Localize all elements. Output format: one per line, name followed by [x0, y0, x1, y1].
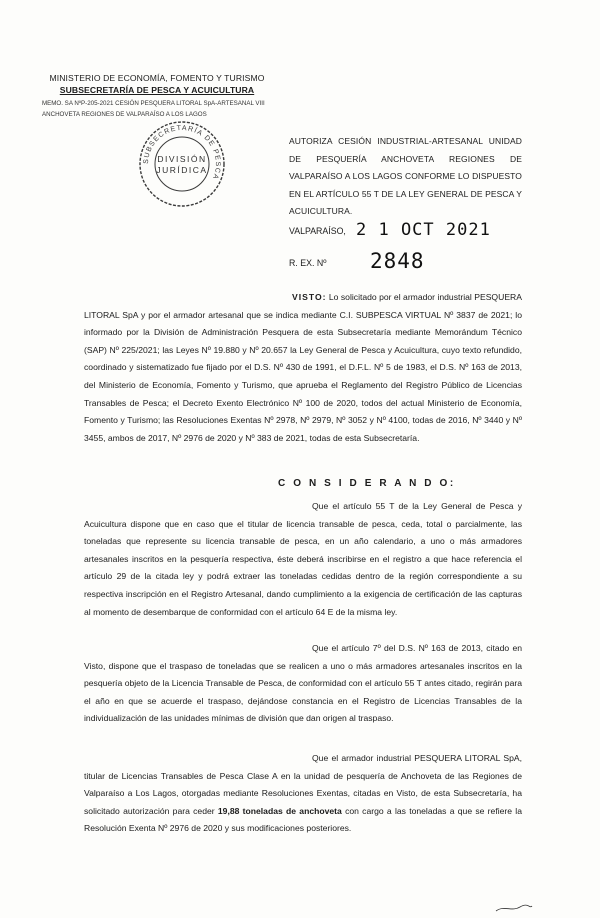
division-juridica-stamp [136, 118, 228, 210]
considerando-paragraph-3 [84, 750, 522, 838]
rex-number: 2848 [370, 249, 425, 273]
memo-line-1: MEMO. SA NºP-205-2021 CESIÓN PESQUERA LITORAL SpA-ARTESANAL VIII [42, 100, 265, 107]
resolution-title: AUTORIZA CESIÓN INDUSTRIAL-ARTESANAL UNIDAD DE PESQUERÍA ANCHOVETA REGIONES DE VALPARAÍSO A LOS LAGOS CONFORME LO DISPUESTO EN EL ARTÍCULO 55 T DE LA LEY GENERAL DE PESCA Y ACUICULTURA. [289, 136, 522, 216]
paragraph-3-text-a: Que el armador industrial PESQUERA LITORAL SpA, titular de Licencias Transables de Pesca Clase A en la unidad de pesquería de Anchoveta de las Regiones de Valparaíso a Los Lagos, otorgadas mediante Resoluciones Exentas, citadas en Visto, de esta Subsecretaría, ha solicitado autorización para ceder [84, 753, 522, 816]
signature-stroke [496, 905, 532, 911]
stamp-line-1: DIVISIÓN [157, 154, 207, 164]
memo-reference [42, 98, 292, 120]
paragraph-3-text-b: con cargo a las toneladas a que se refiere la Resolución Exenta Nº 2976 de 2020 y sus modificaciones posteriores. [84, 805, 522, 834]
visto-label: VISTO: [292, 292, 327, 302]
signature-mark [494, 903, 534, 913]
stamp-graphic [136, 118, 228, 210]
visto-paragraph [84, 289, 522, 447]
stamp-outer-ring [140, 122, 224, 206]
considerando-heading: C O N S I D E R A N D O: [278, 478, 456, 489]
stamp-line-2: JURÍDICA [156, 165, 208, 175]
subsecretaria-name: SUBSECRETARÍA DE PESCA Y ACUICULTURA [59, 85, 255, 95]
stamp-inner-ring [155, 137, 209, 191]
rex-label: R. EX. Nº [289, 258, 327, 268]
considerando-paragraph-1: Que el artículo 55 T de la Ley General de Pesca y Acuicultura dispone que en caso que el titular de licencia transable de pesca, ceda, total o parcialmente, las toneladas que represente su licencia transable de pesca, en un año calendario, a uno o más armadores artesanales inscritos en la pesquería respectiva, éste deberá inscribirse en el registro a que hace referencia el artículo 29 de la citada ley y podrá extraer las toneladas cedidas dentro de la región correspondiente a su respectiva inscripción en el Registro Artesanal, dando cumplimiento a la exigencia de certificación de las capturas al momento de desembarque de conformidad con el artículo 64 E de la misma ley. [84, 501, 522, 617]
ministry-header [42, 72, 272, 96]
paragraph-3-bold-amount: 19,88 toneladas de anchoveta [217, 805, 342, 816]
ministry-name: MINISTERIO DE ECONOMÍA, FOMENTO Y TURISMO [49, 73, 265, 83]
considerando-paragraph-2: Que el artículo 7º del D.S. Nº 163 de 2013, citado en Visto, dispone que el traspaso de toneladas que se realicen a uno o más armadores artesanales inscritos en la pesquería objeto de la Licencia Transable de Pesca, de conformidad con el artículo 55 T antes citado, regirán para el año en que se acuerde el traspaso, dejándose constancia en el Registro de Licencias Transables de la individualización de las unidades mínimas de división que dan origen al traspaso. [84, 643, 522, 724]
visto-text: Lo solicitado por el armador industrial PESQUERA LITORAL SpA y por el armador artesanal que se indica mediante C.I. SUBPESCA VIRTUAL Nº 3837 de 2021; lo informado por la División de Administración Pesquera de esta Subsecretaría mediante Memorándum Técnico (SAP) Nº 225/2021; las Leyes Nº 19.880 y Nº 20.657 la Ley General de Pesca y Acuicultura, cuyo texto refundido, coordinado y sistematizado fue fijado por el D.S. Nº 430 de 1991, el D.F.L. Nº 5 de 1983, el D.S. Nº 163 de 2013, del Ministerio de Economía, Fomento y Turismo, que aprueba el Reglamento del Registro Público de Licencias Transables de Pesca; el Decreto Exento Electrónico Nº 100 de 2020, todos del actual Ministerio de Economía, Fomento y Turismo; las Resoluciones Exentas Nº 2978, Nº 2979, Nº 3052 y Nº 4100, todas de 2016, Nº 3440 y Nº 3455, ambos de 2017, Nº 2976 de 2020 y Nº 383 de 2021, todas de esta Subsecretaría. [84, 292, 522, 443]
stamp-ring-textpath: SUBSECRETARÍA DE PESCA [142, 124, 222, 181]
handwritten-date: 2 1 OCT 2021 [356, 220, 491, 240]
memo-line-2: ANCHOVETA REGIONES DE VALPARAÍSO A LOS LAGOS [42, 111, 207, 118]
place-label: VALPARAÍSO, [289, 226, 346, 236]
